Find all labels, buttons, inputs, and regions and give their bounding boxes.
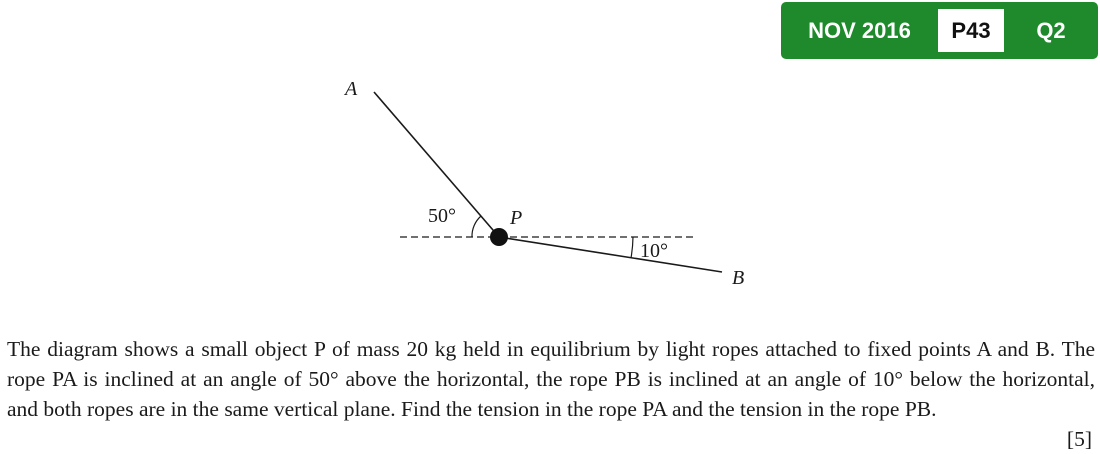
angle-arc-50 — [472, 216, 481, 237]
session-label: NOV 2016 — [808, 18, 911, 43]
question-body: The diagram shows a small object P of mass 20 kg held in equilibrium by light ropes attached to fixed points A and B. The rope PA is inclined at an angle of 50° above the horizontal, the rope PB is inclined at an angle of 10° below the horizontal, and both ropes are in the same vertical plane. Find the tension in the rope PA and the tension in the rope PB. — [7, 337, 1095, 421]
label-angle-10: 10° — [640, 240, 668, 262]
label-angle-50: 50° — [428, 205, 456, 227]
marks-label: [5] — [1066, 427, 1092, 451]
question-text — [7, 334, 1095, 424]
object-p — [490, 228, 508, 246]
label-p: P — [510, 207, 523, 229]
label-a: A — [345, 78, 358, 100]
label-b: B — [732, 267, 745, 289]
paper-label: P43 — [938, 9, 1004, 52]
angle-arc-10 — [631, 237, 633, 258]
question-number: Q2 — [1036, 18, 1066, 43]
rope-pb — [499, 237, 722, 272]
